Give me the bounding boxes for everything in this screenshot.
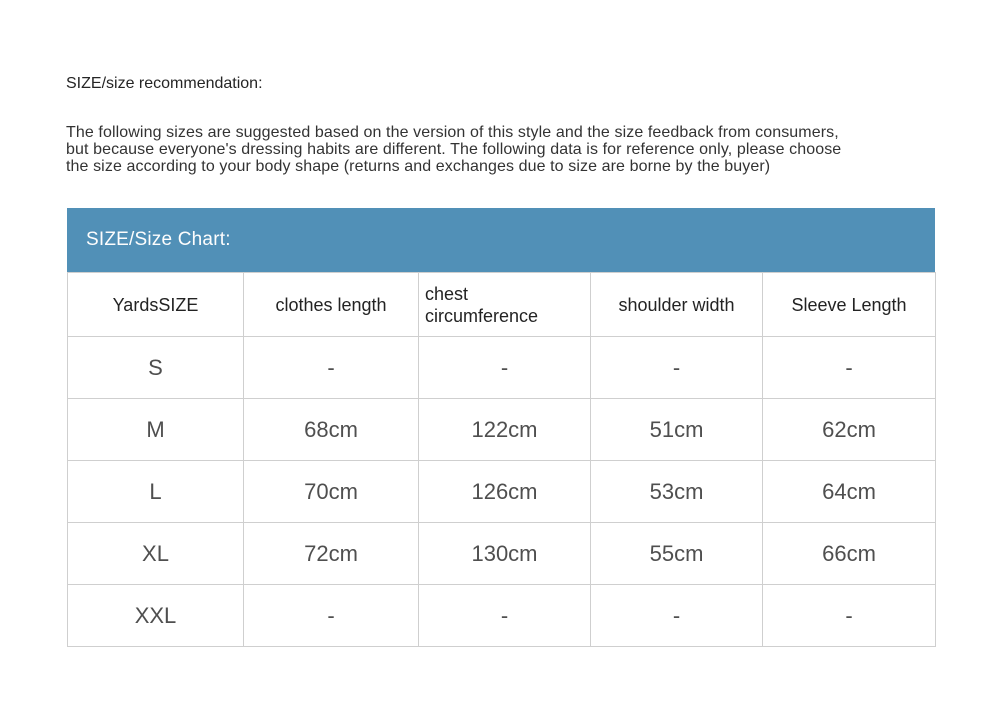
column-header-shoulder-width-label: shoulder width [618,294,735,315]
size-chart [67,208,935,647]
table-cell: 122cm [419,399,591,461]
table-row-s [68,337,936,399]
size-chart-header-bar [67,208,935,272]
table-cell: 64cm [763,461,936,523]
section-title: SIZE/size recommendation: [66,75,263,92]
table-cell: 62cm [763,399,936,461]
table-cell: XXL [68,585,244,647]
table-cell: M [68,399,244,461]
table-row-m [68,399,936,461]
table-header-row [68,273,936,337]
table-cell: S [68,337,244,399]
column-header-shoulder-width [591,273,763,337]
table-cell: - [591,337,763,399]
table-cell: - [244,337,419,399]
table-cell: - [763,585,936,647]
table-cell: 68cm [244,399,419,461]
table-cell: 130cm [419,523,591,585]
table-cell: L [68,461,244,523]
table-cell: 70cm [244,461,419,523]
size-chart-title: SIZE/Size Chart: [86,229,231,250]
table-cell: 51cm [591,399,763,461]
table-cell: - [763,337,936,399]
table-cell: 55cm [591,523,763,585]
table-row-l [68,461,936,523]
table-cell: - [591,585,763,647]
table-cell: 53cm [591,461,763,523]
column-header-clothes-length [244,273,419,337]
column-header-chest-circumference [419,273,591,337]
table-cell: 66cm [763,523,936,585]
table-cell: 126cm [419,461,591,523]
column-header-size-label: YardsSIZE [112,294,199,315]
size-description [66,124,841,176]
description-line-3: the size according to your body shape (returns and exchanges due to size are borne by the buyer) [66,158,771,176]
table-cell: 72cm [244,523,419,585]
table-cell: XL [68,523,244,585]
description-line-2: but because everyone's dressing habits are different. The following data is for reference only, please choose [66,141,842,159]
table-cell: - [419,337,591,399]
column-header-size [68,273,244,337]
description-line-1: The following sizes are suggested based on the version of this style and the size feedback from consumers, [66,124,839,141]
column-header-sleeve-length-label: Sleeve Length [791,294,907,315]
size-table [67,272,936,647]
column-header-sleeve-length [763,273,936,337]
table-cell: - [419,585,591,647]
column-header-chest-circumference-label: chest circumference [425,283,539,326]
table-row-xl [68,523,936,585]
column-header-clothes-length-label: clothes length [275,294,387,315]
table-cell: - [244,585,419,647]
table-row-xxl [68,585,936,647]
